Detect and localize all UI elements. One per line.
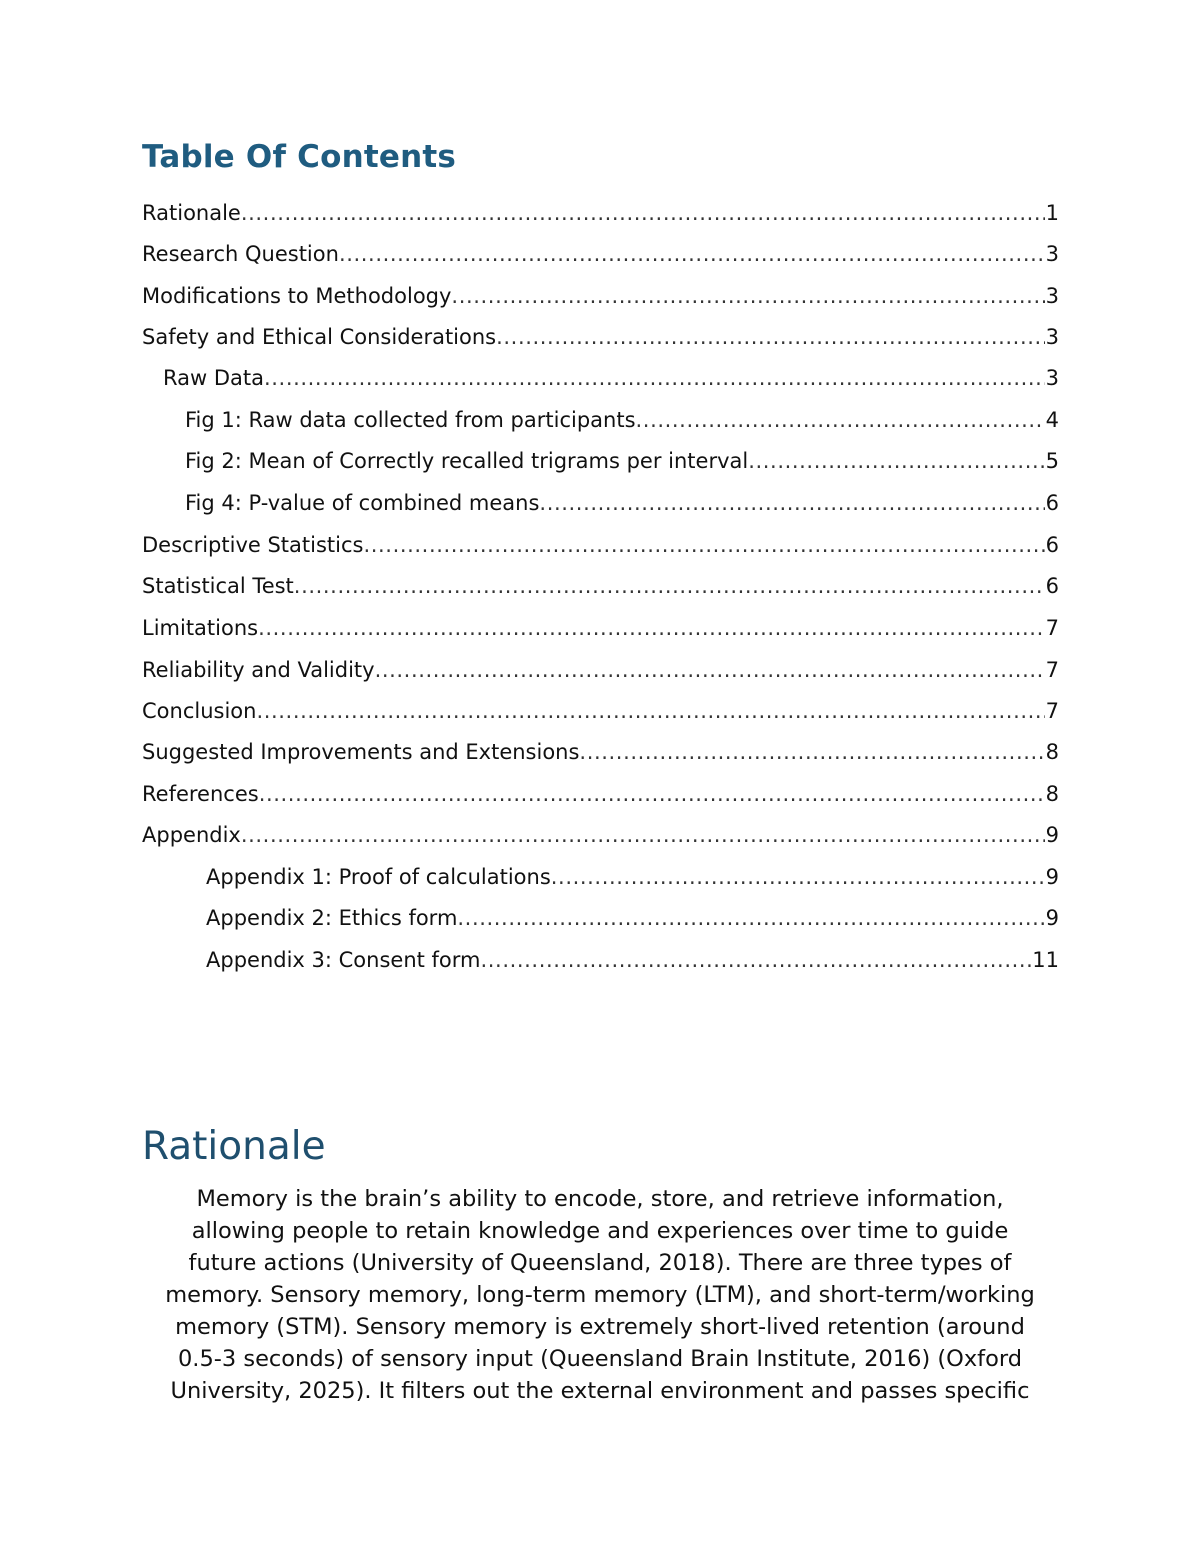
toc-entry-limitations[interactable] [142, 613, 1059, 643]
toc-dot-leader [375, 655, 1045, 685]
toc-entry-page: 5 [1045, 449, 1059, 473]
paragraph-line: future actions (University of Queensland, 2018). There are three types of [188, 1250, 1012, 1276]
toc-entry-page: 9 [1045, 865, 1059, 889]
toc-entry-research-question[interactable] [142, 239, 1059, 269]
paragraph-line: University, 2025). It filters out the external environment and passes specific [170, 1378, 1030, 1404]
toc-dot-leader [539, 488, 1044, 518]
toc-heading: Table Of Contents [142, 139, 457, 175]
toc-entry-label: Descriptive Statistics [142, 533, 364, 557]
toc-entry-modifications[interactable] [142, 281, 1059, 311]
toc-dot-leader [451, 281, 1044, 311]
rationale-paragraph [140, 1183, 1060, 1407]
toc-entry-appendix[interactable] [142, 820, 1059, 850]
toc-entry-suggested-improvements[interactable] [142, 737, 1059, 767]
toc-entry-label: Reliability and Validity [142, 658, 375, 682]
toc-entry-label: Appendix 2: Ethics form [206, 906, 458, 930]
toc-entry-label: Suggested Improvements and Extensions [142, 740, 580, 764]
toc-entry-label: Safety and Ethical Considerations [142, 325, 497, 349]
toc-entry-label: Appendix [142, 823, 241, 847]
paragraph-line: Memory is the brain’s ability to encode, store, and retrieve information, [196, 1186, 1004, 1212]
toc-entry-label: Rationale [142, 201, 241, 225]
toc-entry-page: 6 [1045, 533, 1059, 557]
toc-entry-fig-4[interactable] [185, 488, 1059, 518]
toc-entry-fig-1[interactable] [185, 405, 1059, 435]
toc-dot-leader [256, 696, 1044, 726]
toc-entry-descriptive-statistics[interactable] [142, 530, 1059, 560]
toc-entry-rationale[interactable] [142, 198, 1059, 228]
toc-dot-leader [339, 239, 1045, 269]
toc-dot-leader [294, 571, 1045, 601]
toc-entry-page: 11 [1032, 948, 1059, 972]
toc-entry-label: Fig 2: Mean of Correctly recalled trigrams per interval [185, 449, 749, 473]
toc-dot-leader [636, 405, 1045, 435]
toc-entry-label: Research Question [142, 242, 339, 266]
toc-entry-references[interactable] [142, 779, 1059, 809]
toc-entry-label: Fig 4: P-value of combined means [185, 491, 540, 515]
toc-entry-appendix-1[interactable] [206, 862, 1059, 892]
toc-entry-appendix-3[interactable] [206, 945, 1059, 975]
paragraph-line: memory (STM). Sensory memory is extremely short-lived retention (around [175, 1314, 1025, 1340]
toc-entry-conclusion[interactable] [142, 696, 1059, 726]
toc-entry-page: 1 [1045, 201, 1059, 225]
toc-entry-page: 3 [1045, 366, 1059, 390]
toc-entry-page: 8 [1045, 740, 1059, 764]
toc-dot-leader [363, 530, 1044, 560]
toc-entry-safety-ethics[interactable] [142, 322, 1059, 352]
toc-dot-leader [241, 820, 1045, 850]
toc-entry-appendix-2[interactable] [206, 903, 1059, 933]
toc-entry-page: 6 [1045, 491, 1059, 515]
rationale-heading: Rationale [142, 1124, 326, 1169]
toc-entry-label: Statistical Test [142, 574, 294, 598]
toc-entry-label: Conclusion [142, 699, 257, 723]
toc-entry-label: Fig 1: Raw data collected from participants [185, 408, 636, 432]
toc-dot-leader [258, 613, 1045, 643]
paragraph-line: allowing people to retain knowledge and experiences over time to guide [191, 1218, 1009, 1244]
toc-entry-page: 9 [1045, 906, 1059, 930]
toc-dot-leader [264, 363, 1045, 393]
toc-entry-label: Limitations [142, 616, 259, 640]
toc-dot-leader [457, 903, 1044, 933]
toc-entry-label: References [142, 782, 259, 806]
toc-entry-page: 9 [1045, 823, 1059, 847]
toc-dot-leader [551, 862, 1045, 892]
toc-entry-page: 6 [1045, 574, 1059, 598]
toc-dot-leader [496, 322, 1045, 352]
toc-entry-page: 4 [1045, 408, 1059, 432]
toc-dot-leader [481, 945, 1032, 975]
paragraph-line: memory. Sensory memory, long-term memory (LTM), and short-term/working [165, 1282, 1035, 1308]
toc-entry-page: 3 [1045, 284, 1059, 308]
paragraph-line: 0.5-3 seconds) of sensory input (Queensland Brain Institute, 2016) (Oxford [177, 1346, 1022, 1372]
toc-entry-page: 3 [1045, 242, 1059, 266]
toc-entry-page: 7 [1045, 658, 1059, 682]
toc-dot-leader [241, 198, 1045, 228]
toc-dot-leader [579, 737, 1044, 767]
toc-entry-page: 7 [1045, 616, 1059, 640]
toc-entry-reliability-validity[interactable] [142, 655, 1059, 685]
toc-entry-raw-data[interactable] [163, 363, 1059, 393]
toc-entry-label: Appendix 1: Proof of calculations [206, 865, 551, 889]
toc-entry-page: 7 [1045, 699, 1059, 723]
toc-entry-label: Appendix 3: Consent form [206, 948, 481, 972]
toc-dot-leader [748, 446, 1044, 476]
toc-entry-statistical-test[interactable] [142, 571, 1059, 601]
toc-entry-label: Modifications to Methodology [142, 284, 452, 308]
toc-entry-page: 8 [1045, 782, 1059, 806]
toc-dot-leader [259, 779, 1045, 809]
toc-entry-label: Raw Data [163, 366, 264, 390]
toc-entry-page: 3 [1045, 325, 1059, 349]
toc-entry-fig-2[interactable] [185, 446, 1059, 476]
